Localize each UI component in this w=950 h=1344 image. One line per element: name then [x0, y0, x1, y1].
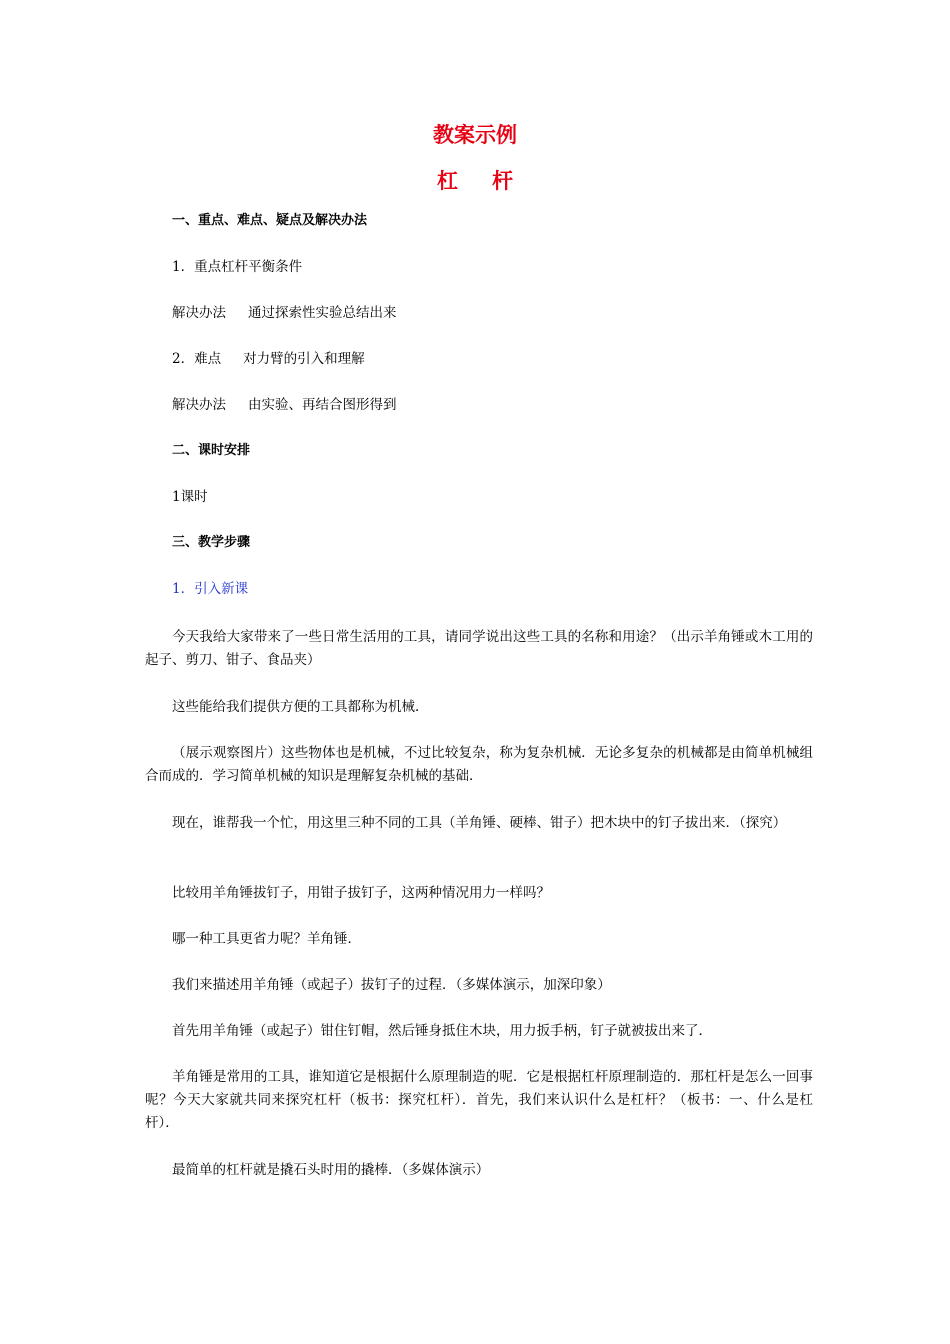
paragraph: 羊角锤是常用的工具，谁知道它是根据什么原理制造的呢．它是根据杠杆原理制造的．那杠杆是怎么一回事呢？今天大家就共同来探究杠杆（板书：探究杠杆）．首先，我们来认识什么是杠杆？（板书：一、什么是杠杆）． [145, 1069, 813, 1131]
section3-subheading: 1．引入新课 [172, 581, 249, 597]
section1-item2-solution [172, 396, 812, 414]
subtitle-char-left: 杠 [437, 169, 458, 193]
paragraph: 比较用羊角锤拔钉子，用钳子拔钉子，这两种情况用力一样吗？ [172, 885, 550, 901]
paragraph: 这些能给我们提供方便的工具都称为机械． [172, 699, 429, 715]
document-subtitle [0, 168, 950, 194]
solution-text: 由实验、再结合图形得到 [248, 397, 397, 413]
document-title: 教案示例 [433, 123, 517, 147]
paragraph: 今天我给大家带来了一些日常生活用的工具，请同学说出这些工具的名称和用途？（出示羊角锤或木工用的起子、剪刀、钳子、食品夹） [145, 629, 813, 668]
section2-text: 1课时 [172, 489, 208, 505]
section1-item2 [172, 350, 812, 368]
paragraph: 哪一种工具更省力呢？羊角锤． [172, 931, 361, 947]
section1-item1: 1．重点杠杆平衡条件 [172, 259, 303, 275]
paragraph: 最简单的杠杆就是撬石头时用的撬棒．（多媒体演示） [172, 1162, 490, 1178]
solution-label: 解决办法 [172, 305, 226, 321]
solution-text: 通过探索性实验总结出来 [248, 305, 397, 321]
section2-heading: 二、课时安排 [172, 443, 251, 458]
paragraph: 现在，谁帮我一个忙，用这里三种不同的工具（羊角锤、硬棒、钳子）把木块中的钉子拔出来．（探究） [172, 815, 787, 831]
item2-label: 2．难点 [172, 351, 222, 367]
item2-text: 对力臂的引入和理解 [243, 351, 365, 367]
paragraph: 我们来描述用羊角锤（或起子）拔钉子的过程．（多媒体演示，加深印象） [172, 977, 611, 993]
section1-heading: 一、重点、难点、疑点及解决办法 [172, 213, 368, 228]
paragraph: （展示观察图片）这些物体也是机械，不过比较复杂，称为复杂机械．无论多复杂的机械都是由简单机械组合而成的．学习简单机械的知识是理解复杂机械的基础． [145, 745, 813, 784]
paragraph: 首先用羊角锤（或起子）钳住钉帽，然后锤身抵住木块，用力扳手柄，钉子就被拔出来了． [172, 1023, 712, 1039]
solution-label: 解决办法 [172, 397, 226, 413]
section1-item1-solution [172, 304, 812, 322]
section3-heading: 三、教学步骤 [172, 535, 251, 550]
subtitle-char-right: 杆 [492, 169, 513, 193]
